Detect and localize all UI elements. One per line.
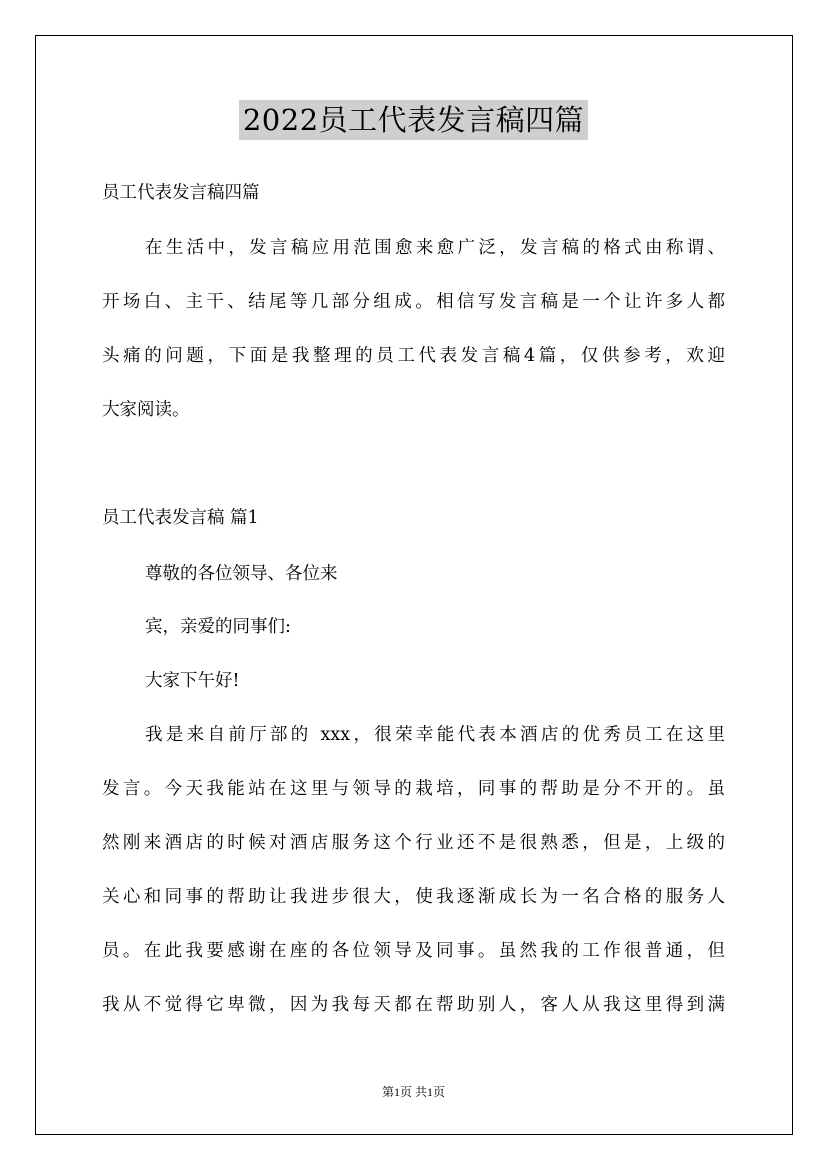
page-footer: 第1页 共1页 [381, 1085, 445, 1099]
greeting-line: 宾，亲爱的同事们: [145, 617, 291, 637]
paragraph-line: 关心和同事的帮助让我进步很大，使我逐渐成长为一名合格的服务人 [102, 887, 725, 907]
document-title: 2022员工代表发言稿四篇 [239, 100, 588, 140]
paragraph-line: 头痛的问题，下面是我整理的员工代表发言稿4篇，仅供参考，欢迎 [102, 346, 725, 366]
paragraph-line: 发言。今天我能站在这里与领导的栽培，同事的帮助是分不开的。虽 [102, 779, 725, 799]
greeting-line: 尊敬的各位领导、各位来 [145, 564, 338, 584]
title-wrap [0, 100, 827, 140]
paragraph-line: 员。在此我要感谢在座的各位领导及同事。虽然我的工作很普通，但 [102, 941, 725, 961]
paragraph-line: 我从不觉得它卑微，因为我每天都在帮助别人，客人从我这里得到满 [102, 995, 725, 1015]
paragraph-line: 然刚来酒店的时候对酒店服务这个行业还不是很熟悉，但是，上级的 [102, 833, 725, 853]
paragraph-line: 我是来自前厅部的 xxx，很荣幸能代表本酒店的优秀员工在这里 [145, 725, 725, 745]
paragraph-line: 大家阅读。 [102, 400, 190, 420]
subtitle-line: 员工代表发言稿四篇 [102, 183, 260, 203]
section-heading: 员工代表发言稿 篇1 [102, 508, 259, 528]
greeting-line: 大家下午好! [145, 671, 240, 691]
paragraph-line: 在生活中，发言稿应用范围愈来愈广泛，发言稿的格式由称谓、 [145, 238, 725, 258]
paragraph-line: 开场白、主干、结尾等几部分组成。相信写发言稿是一个让许多人都 [102, 292, 725, 312]
